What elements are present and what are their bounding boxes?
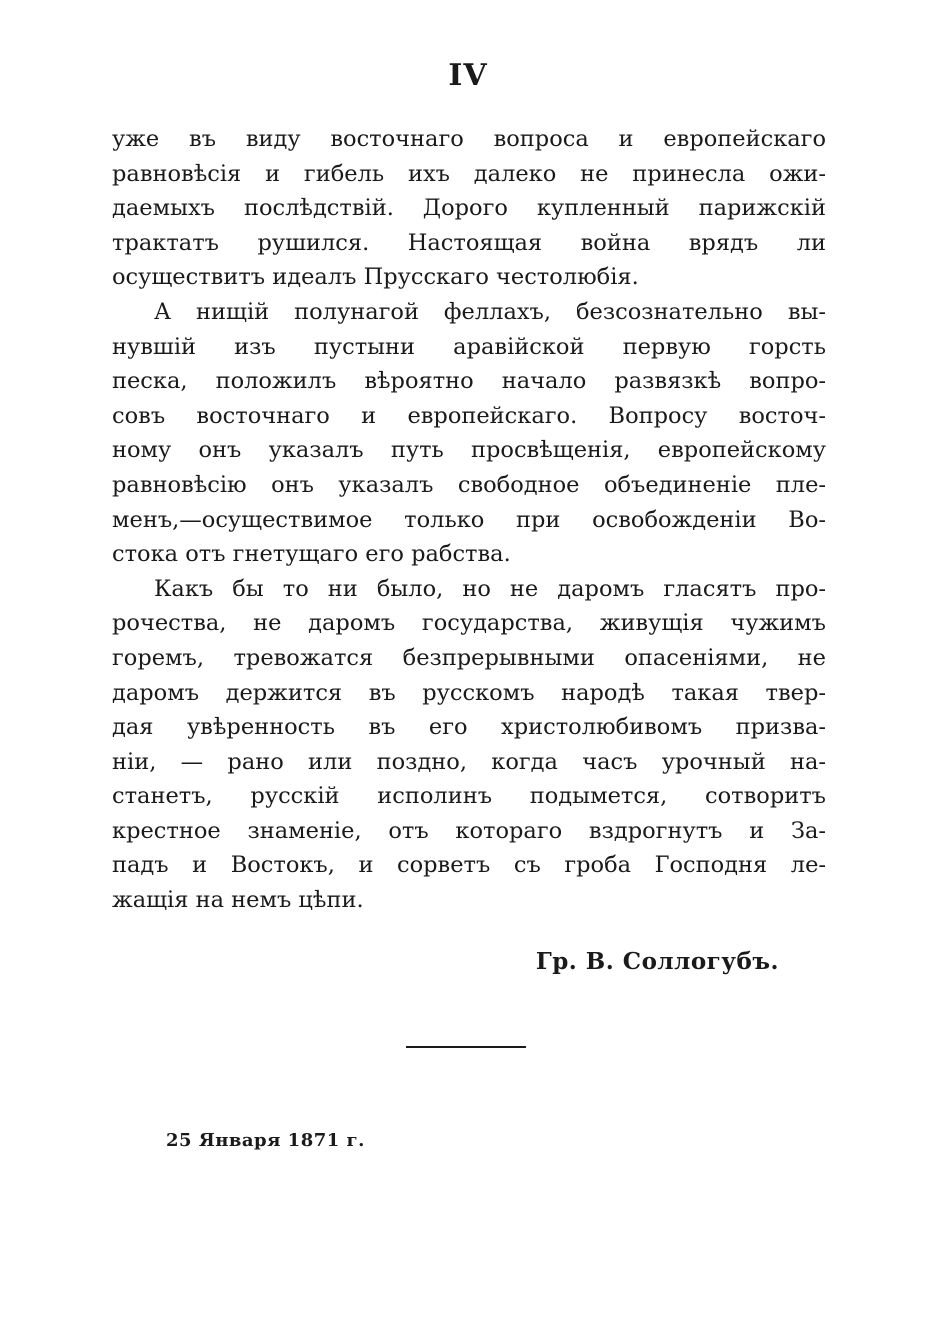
body-text xyxy=(112,122,826,918)
text-line: дая увѣренность въ его христолюбивомъ призва- xyxy=(112,714,826,741)
text-line: совъ восточнаго и европейскаго. Вопросу восточ- xyxy=(112,402,826,429)
author-signature: Гр. В. Соллогубъ. xyxy=(535,948,779,975)
paragraph-3 xyxy=(112,572,826,918)
text-line: менъ,—осуществимое только при освобожденіи Во- xyxy=(112,506,826,533)
text-line: нувшій изъ пустыни аравійской первую горсть xyxy=(112,333,826,360)
text-line: равновѣсія и гибель ихъ далеко не принесла ожи- xyxy=(112,160,826,187)
text-line: рочества, не даромъ государства, живущія чужимъ xyxy=(112,610,826,637)
text-line: станетъ, русскій исполинъ подымется, сотворитъ xyxy=(112,783,826,810)
text-line: даемыхъ послѣдствій. Дорого купленный парижскій xyxy=(112,195,826,222)
text-line: А нищій полунагой феллахъ, безсознательно вы- xyxy=(154,298,826,325)
text-line: равновѣсію онъ указалъ свободное объединеніе пле- xyxy=(112,471,826,498)
paragraph-1 xyxy=(112,122,826,295)
text-line: падъ и Востокъ, и сорветъ съ гроба Господня ле- xyxy=(112,852,826,879)
date-line: 25 Января 1871 г. xyxy=(166,1130,365,1151)
text-line: уже въ виду восточнаго вопроса и европейскаго xyxy=(112,126,826,152)
text-line: трактатъ рушился. Настоящая война врядъ ли xyxy=(112,229,826,256)
text-line: ному онъ указалъ путь просвѣщенія, европейскому xyxy=(112,437,826,464)
text-line: стока отъ гнетущаго его рабства. xyxy=(112,541,511,568)
text-line: горемъ, тревожатся безпрерывными опасеніями, не xyxy=(112,644,826,671)
text-line: ніи, — рано или поздно, когда часъ урочный на- xyxy=(112,748,826,775)
text-line: крестное знаменіе, отъ котораго вздрогнутъ и За- xyxy=(112,817,826,844)
page-number: IV xyxy=(448,58,488,93)
paragraph-2 xyxy=(112,295,826,572)
text-line: осуществитъ идеалъ Прусскаго честолюбія. xyxy=(112,264,639,291)
text-line: даромъ держится въ русскомъ народѣ такая твер- xyxy=(112,679,826,706)
section-divider xyxy=(406,1046,526,1048)
text-line: жащія на немъ цѣпи. xyxy=(112,887,364,914)
text-line: Какъ бы то ни было, но не даромъ гласятъ про- xyxy=(154,575,826,602)
text-line: песка, положилъ вѣроятно начало развязкѣ вопро- xyxy=(112,368,826,395)
